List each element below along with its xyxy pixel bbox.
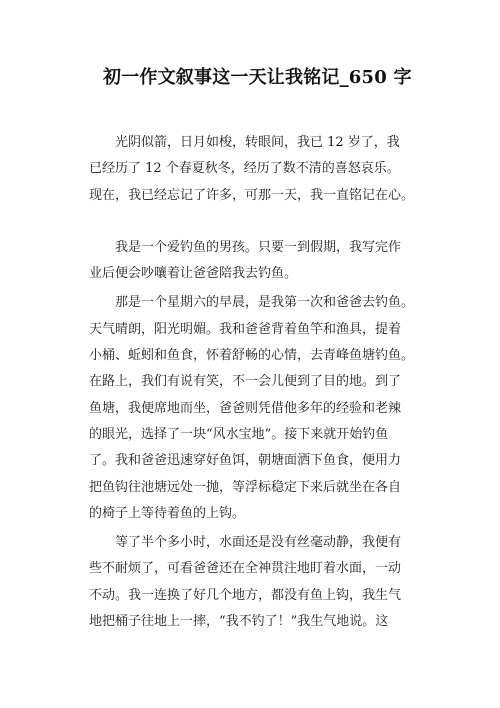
paragraph-line: 些不耐烦了，可看爸爸还在全神贯注地盯着水面，一动 bbox=[89, 561, 402, 577]
paragraph-line: 鱼塘，我便席地而坐，爸爸则凭借他多年的经验和老辣 bbox=[89, 400, 402, 416]
paragraph-3 bbox=[89, 290, 430, 527]
paragraph-line: 在路上，我们有说有笑，不一会儿便到了目的地。到了 bbox=[89, 374, 402, 390]
paragraph-line: 光阴似箭，日月如梭，转眼间，我已 12 岁了，我 bbox=[115, 135, 400, 150]
paragraph-line: 小桶、蚯蚓和鱼食，怀着舒畅的心情，去青峰鱼塘钓鱼。 bbox=[89, 348, 415, 364]
paragraph-line: 把鱼钩往池塘远处一抛，等浮标稳定下来后就坐在各自 bbox=[89, 479, 402, 495]
paragraph-1 bbox=[89, 130, 430, 209]
paragraph-line: 那是一个星期六的早晨，是我第一次和爸爸去钓鱼。 bbox=[115, 295, 415, 311]
article-body bbox=[89, 130, 430, 635]
paragraph-line: 现在，我已经忘记了许多，可那一天，我一直铭记在心。 bbox=[89, 187, 415, 203]
paragraph-line: 的椅子上等待着鱼的上钩。 bbox=[89, 505, 246, 521]
paragraph-line: 业后便会吵嚷着让爸爸陪我去钓鱼。 bbox=[89, 266, 298, 282]
paragraph-line: 了。我和爸爸迅速穿好鱼饵，朝塘面洒下鱼食，便用力 bbox=[89, 453, 402, 469]
page-title: 初一作文叙事这一天让我铭记_650 字 bbox=[103, 67, 412, 88]
paragraph-line: 的眼光，选择了一块“风水宝地”。接下来就开始钓鱼 bbox=[89, 426, 389, 442]
paragraph-4 bbox=[89, 530, 430, 635]
paragraph-line: 我是一个爱钓鱼的男孩。只要一到假期，我写完作 bbox=[115, 239, 402, 255]
paragraph-2 bbox=[89, 235, 430, 288]
paragraph-line: 天气晴朗，阳光明媚。我和爸爸背着鱼竿和渔具，提着 bbox=[89, 321, 402, 337]
paragraph-line: 不动。我一连换了好几个地方，都没有鱼上钩，我生气 bbox=[89, 587, 402, 603]
paragraph-line: 已经历了 12 个春夏秋冬，经历了数不清的喜怒哀乐。 bbox=[89, 161, 400, 177]
paragraph-line: 等了半个多小时，水面还是没有丝毫动静，我便有 bbox=[115, 535, 402, 551]
paragraph-line: 地把桶子往地上一摔，“我不钓了！”我生气地说。这 bbox=[89, 614, 389, 630]
